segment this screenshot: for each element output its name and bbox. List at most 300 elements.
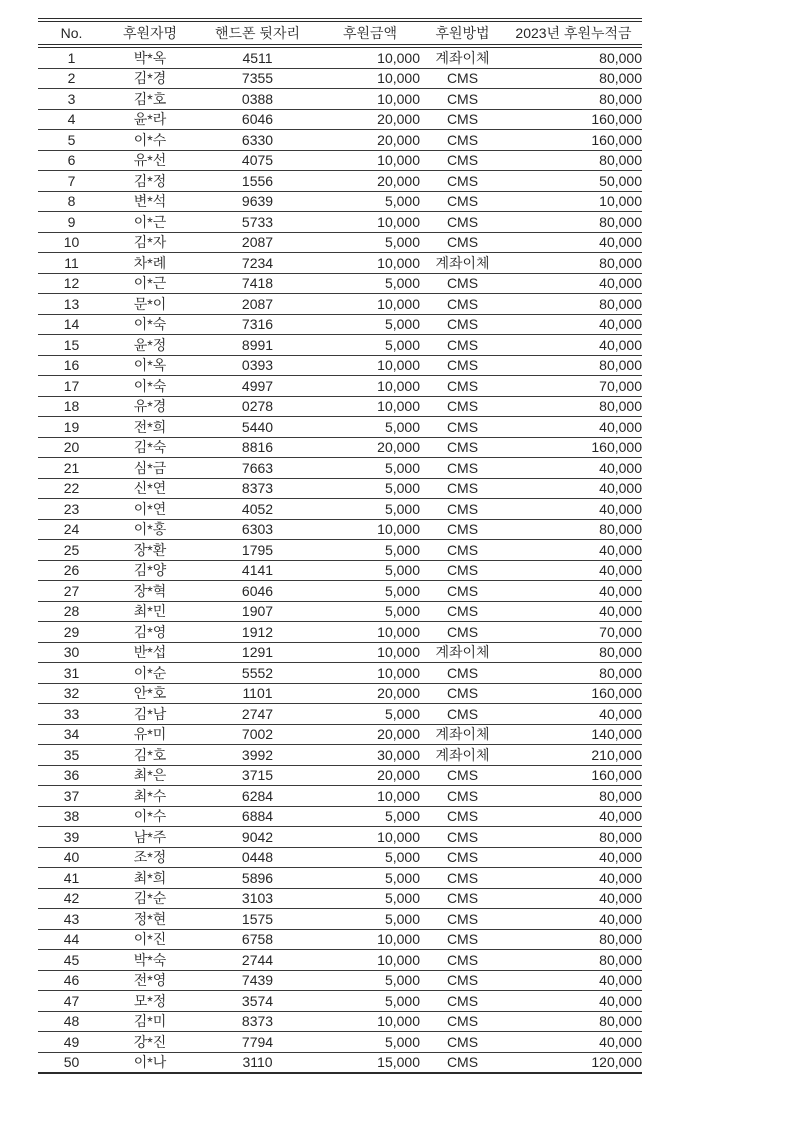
cell-amount: 10,000 — [320, 212, 420, 233]
table-row — [38, 786, 642, 807]
cell-amount: 10,000 — [320, 663, 420, 684]
cell-total: 160,000 — [505, 109, 642, 130]
cell-no: 24 — [38, 519, 105, 540]
table-row — [38, 929, 642, 950]
table-row — [38, 355, 642, 376]
table-row — [38, 417, 642, 438]
cell-name: 이*근 — [105, 212, 195, 233]
cell-phone: 2747 — [195, 704, 320, 725]
cell-phone: 5733 — [195, 212, 320, 233]
cell-total: 120,000 — [505, 1052, 642, 1073]
cell-name: 이*홍 — [105, 519, 195, 540]
cell-no: 38 — [38, 806, 105, 827]
cell-method: CMS — [420, 109, 505, 130]
cell-total: 160,000 — [505, 130, 642, 151]
cell-total: 80,000 — [505, 827, 642, 848]
cell-method: CMS — [420, 601, 505, 622]
cell-amount: 5,000 — [320, 478, 420, 499]
cell-total: 80,000 — [505, 929, 642, 950]
cell-phone: 3992 — [195, 745, 320, 766]
cell-phone: 7234 — [195, 253, 320, 274]
cell-amount: 10,000 — [320, 622, 420, 643]
table-row — [38, 765, 642, 786]
cell-name: 정*현 — [105, 909, 195, 930]
cell-name: 김*양 — [105, 560, 195, 581]
cell-method: CMS — [420, 1011, 505, 1032]
cell-amount: 10,000 — [320, 68, 420, 89]
cell-phone: 7794 — [195, 1032, 320, 1053]
cell-name: 반*섭 — [105, 642, 195, 663]
cell-method: 계좌이체 — [420, 724, 505, 745]
cell-name: 김*남 — [105, 704, 195, 725]
cell-name: 김*순 — [105, 888, 195, 909]
cell-amount: 5,000 — [320, 806, 420, 827]
cell-name: 김*자 — [105, 232, 195, 253]
cell-phone: 7002 — [195, 724, 320, 745]
cell-name: 최*수 — [105, 786, 195, 807]
cell-total: 160,000 — [505, 437, 642, 458]
cell-method: CMS — [420, 929, 505, 950]
cell-total: 210,000 — [505, 745, 642, 766]
cell-method: CMS — [420, 417, 505, 438]
table-row — [38, 560, 642, 581]
table-row — [38, 150, 642, 171]
cell-name: 문*이 — [105, 294, 195, 315]
cell-no: 17 — [38, 376, 105, 397]
cell-no: 46 — [38, 970, 105, 991]
table-row — [38, 642, 642, 663]
table-row — [38, 499, 642, 520]
cell-method: CMS — [420, 909, 505, 930]
cell-no: 5 — [38, 130, 105, 151]
cell-method: CMS — [420, 396, 505, 417]
cell-name: 유*미 — [105, 724, 195, 745]
table-row — [38, 171, 642, 192]
cell-method: CMS — [420, 519, 505, 540]
header-row — [38, 20, 642, 46]
cell-phone: 1291 — [195, 642, 320, 663]
cell-total: 40,000 — [505, 970, 642, 991]
cell-method: CMS — [420, 294, 505, 315]
table-row — [38, 683, 642, 704]
cell-method: CMS — [420, 89, 505, 110]
cell-total: 40,000 — [505, 847, 642, 868]
cell-name: 이*옥 — [105, 355, 195, 376]
cell-total: 40,000 — [505, 560, 642, 581]
cell-phone: 4997 — [195, 376, 320, 397]
cell-amount: 5,000 — [320, 499, 420, 520]
cell-no: 9 — [38, 212, 105, 233]
table-row — [38, 478, 642, 499]
cell-total: 40,000 — [505, 417, 642, 438]
cell-method: CMS — [420, 827, 505, 848]
cell-no: 33 — [38, 704, 105, 725]
cell-no: 20 — [38, 437, 105, 458]
cell-name: 김*호 — [105, 745, 195, 766]
table-row — [38, 335, 642, 356]
table-row — [38, 232, 642, 253]
cell-name: 이*진 — [105, 929, 195, 950]
cell-phone: 3103 — [195, 888, 320, 909]
cell-amount: 10,000 — [320, 46, 420, 68]
cell-phone: 7663 — [195, 458, 320, 479]
cell-method: CMS — [420, 212, 505, 233]
cell-amount: 5,000 — [320, 888, 420, 909]
cell-no: 48 — [38, 1011, 105, 1032]
cell-amount: 5,000 — [320, 1032, 420, 1053]
cell-total: 40,000 — [505, 704, 642, 725]
cell-phone: 6284 — [195, 786, 320, 807]
cell-total: 40,000 — [505, 232, 642, 253]
table-row — [38, 601, 642, 622]
cell-amount: 5,000 — [320, 314, 420, 335]
cell-method: CMS — [420, 355, 505, 376]
cell-total: 140,000 — [505, 724, 642, 745]
cell-phone: 1907 — [195, 601, 320, 622]
cell-name: 이*수 — [105, 806, 195, 827]
cell-method: CMS — [420, 663, 505, 684]
cell-name: 이*근 — [105, 273, 195, 294]
cell-phone: 5440 — [195, 417, 320, 438]
cell-name: 전*희 — [105, 417, 195, 438]
table-row — [38, 89, 642, 110]
table-row — [38, 622, 642, 643]
table-row — [38, 663, 642, 684]
cell-no: 30 — [38, 642, 105, 663]
cell-method: CMS — [420, 171, 505, 192]
cell-amount: 10,000 — [320, 519, 420, 540]
cell-total: 80,000 — [505, 950, 642, 971]
cell-phone: 5896 — [195, 868, 320, 889]
cell-amount: 5,000 — [320, 847, 420, 868]
cell-no: 11 — [38, 253, 105, 274]
cell-name: 박*숙 — [105, 950, 195, 971]
cell-total: 40,000 — [505, 909, 642, 930]
cell-no: 1 — [38, 46, 105, 68]
cell-no: 10 — [38, 232, 105, 253]
cell-no: 8 — [38, 191, 105, 212]
cell-phone: 8991 — [195, 335, 320, 356]
cell-name: 김*호 — [105, 89, 195, 110]
table-row — [38, 273, 642, 294]
cell-phone: 7355 — [195, 68, 320, 89]
cell-method: CMS — [420, 335, 505, 356]
cell-name: 강*진 — [105, 1032, 195, 1053]
cell-name: 이*숙 — [105, 314, 195, 335]
table-row — [38, 130, 642, 151]
cell-name: 이*순 — [105, 663, 195, 684]
cell-amount: 5,000 — [320, 868, 420, 889]
cell-no: 41 — [38, 868, 105, 889]
cell-no: 15 — [38, 335, 105, 356]
table-row — [38, 1011, 642, 1032]
cell-name: 이*연 — [105, 499, 195, 520]
cell-name: 전*영 — [105, 970, 195, 991]
cell-amount: 10,000 — [320, 294, 420, 315]
cell-no: 22 — [38, 478, 105, 499]
cell-name: 이*나 — [105, 1052, 195, 1073]
cell-total: 40,000 — [505, 991, 642, 1012]
cell-total: 160,000 — [505, 765, 642, 786]
cell-no: 29 — [38, 622, 105, 643]
cell-name: 김*영 — [105, 622, 195, 643]
table-row — [38, 806, 642, 827]
donor-table — [38, 18, 642, 1074]
cell-phone: 1795 — [195, 540, 320, 561]
cell-total: 80,000 — [505, 89, 642, 110]
table-row — [38, 868, 642, 889]
cell-phone: 1101 — [195, 683, 320, 704]
header-phone: 핸드폰 뒷자리 — [195, 20, 320, 46]
cell-no: 19 — [38, 417, 105, 438]
cell-no: 3 — [38, 89, 105, 110]
cell-no: 39 — [38, 827, 105, 848]
cell-no: 6 — [38, 150, 105, 171]
cell-total: 80,000 — [505, 519, 642, 540]
cell-phone: 7418 — [195, 273, 320, 294]
cell-no: 47 — [38, 991, 105, 1012]
cell-name: 윤*정 — [105, 335, 195, 356]
cell-amount: 20,000 — [320, 109, 420, 130]
cell-total: 80,000 — [505, 68, 642, 89]
table-row — [38, 396, 642, 417]
cell-phone: 6884 — [195, 806, 320, 827]
cell-total: 40,000 — [505, 601, 642, 622]
cell-method: CMS — [420, 888, 505, 909]
cell-amount: 5,000 — [320, 540, 420, 561]
cell-amount: 10,000 — [320, 827, 420, 848]
cell-total: 80,000 — [505, 355, 642, 376]
cell-method: CMS — [420, 1052, 505, 1073]
cell-no: 23 — [38, 499, 105, 520]
cell-total: 40,000 — [505, 868, 642, 889]
cell-no: 40 — [38, 847, 105, 868]
cell-total: 40,000 — [505, 458, 642, 479]
cell-name: 신*연 — [105, 478, 195, 499]
cell-name: 이*수 — [105, 130, 195, 151]
table-row — [38, 745, 642, 766]
cell-name: 심*금 — [105, 458, 195, 479]
cell-name: 김*경 — [105, 68, 195, 89]
cell-method: CMS — [420, 458, 505, 479]
cell-amount: 10,000 — [320, 89, 420, 110]
cell-total: 80,000 — [505, 253, 642, 274]
cell-method: CMS — [420, 765, 505, 786]
cell-name: 모*정 — [105, 991, 195, 1012]
cell-amount: 10,000 — [320, 355, 420, 376]
cell-name: 김*정 — [105, 171, 195, 192]
cell-phone: 0393 — [195, 355, 320, 376]
table-row — [38, 581, 642, 602]
cell-phone: 8816 — [195, 437, 320, 458]
cell-method: 계좌이체 — [420, 253, 505, 274]
table-row — [38, 991, 642, 1012]
cell-phone: 1575 — [195, 909, 320, 930]
cell-total: 40,000 — [505, 314, 642, 335]
header-no: No. — [38, 20, 105, 46]
cell-name: 최*희 — [105, 868, 195, 889]
cell-amount: 10,000 — [320, 929, 420, 950]
cell-method: CMS — [420, 622, 505, 643]
cell-no: 43 — [38, 909, 105, 930]
cell-amount: 20,000 — [320, 724, 420, 745]
cell-method: CMS — [420, 786, 505, 807]
cell-method: 계좌이체 — [420, 46, 505, 68]
cell-method: CMS — [420, 950, 505, 971]
cell-no: 35 — [38, 745, 105, 766]
cell-phone: 7439 — [195, 970, 320, 991]
cell-total: 80,000 — [505, 150, 642, 171]
cell-name: 김*미 — [105, 1011, 195, 1032]
cell-no: 25 — [38, 540, 105, 561]
cell-no: 14 — [38, 314, 105, 335]
cell-method: CMS — [420, 437, 505, 458]
cell-phone: 3715 — [195, 765, 320, 786]
cell-total: 80,000 — [505, 1011, 642, 1032]
cell-no: 34 — [38, 724, 105, 745]
cell-no: 45 — [38, 950, 105, 971]
cell-name: 장*환 — [105, 540, 195, 561]
cell-no: 18 — [38, 396, 105, 417]
cell-name: 박*옥 — [105, 46, 195, 68]
cell-method: 계좌이체 — [420, 745, 505, 766]
cell-phone: 6758 — [195, 929, 320, 950]
cell-method: CMS — [420, 991, 505, 1012]
cell-phone: 3110 — [195, 1052, 320, 1073]
cell-name: 유*경 — [105, 396, 195, 417]
cell-amount: 20,000 — [320, 130, 420, 151]
cell-method: CMS — [420, 847, 505, 868]
cell-phone: 2744 — [195, 950, 320, 971]
cell-amount: 20,000 — [320, 765, 420, 786]
cell-amount: 10,000 — [320, 950, 420, 971]
cell-total: 80,000 — [505, 642, 642, 663]
cell-no: 26 — [38, 560, 105, 581]
cell-method: CMS — [420, 68, 505, 89]
table-row — [38, 376, 642, 397]
header-amount: 후원금액 — [320, 20, 420, 46]
cell-no: 2 — [38, 68, 105, 89]
cell-total: 40,000 — [505, 806, 642, 827]
cell-amount: 15,000 — [320, 1052, 420, 1073]
table-row — [38, 909, 642, 930]
cell-total: 80,000 — [505, 786, 642, 807]
table-row — [38, 458, 642, 479]
cell-amount: 10,000 — [320, 786, 420, 807]
cell-phone: 1912 — [195, 622, 320, 643]
cell-no: 16 — [38, 355, 105, 376]
cell-phone: 8373 — [195, 478, 320, 499]
cell-method: CMS — [420, 130, 505, 151]
cell-method: CMS — [420, 868, 505, 889]
cell-amount: 5,000 — [320, 581, 420, 602]
cell-no: 44 — [38, 929, 105, 950]
table-row — [38, 191, 642, 212]
cell-no: 42 — [38, 888, 105, 909]
cell-name: 최*은 — [105, 765, 195, 786]
cell-amount: 10,000 — [320, 253, 420, 274]
cell-amount: 20,000 — [320, 437, 420, 458]
cell-amount: 10,000 — [320, 376, 420, 397]
cell-phone: 4052 — [195, 499, 320, 520]
cell-total: 80,000 — [505, 294, 642, 315]
table-row — [38, 46, 642, 68]
cell-amount: 30,000 — [320, 745, 420, 766]
cell-amount: 5,000 — [320, 909, 420, 930]
cell-amount: 5,000 — [320, 704, 420, 725]
table-row — [38, 827, 642, 848]
cell-total: 10,000 — [505, 191, 642, 212]
cell-amount: 5,000 — [320, 232, 420, 253]
table-row — [38, 847, 642, 868]
cell-name: 최*민 — [105, 601, 195, 622]
cell-method: CMS — [420, 150, 505, 171]
cell-amount: 5,000 — [320, 560, 420, 581]
cell-name: 윤*라 — [105, 109, 195, 130]
cell-amount: 10,000 — [320, 1011, 420, 1032]
table-row — [38, 704, 642, 725]
table-row — [38, 1052, 642, 1073]
cell-total: 40,000 — [505, 888, 642, 909]
cell-total: 40,000 — [505, 540, 642, 561]
table-row — [38, 294, 642, 315]
table-row — [38, 314, 642, 335]
cell-amount: 10,000 — [320, 150, 420, 171]
cell-phone: 2087 — [195, 294, 320, 315]
cell-phone: 0388 — [195, 89, 320, 110]
cell-method: CMS — [420, 683, 505, 704]
cell-amount: 5,000 — [320, 191, 420, 212]
cell-amount: 5,000 — [320, 601, 420, 622]
cell-amount: 20,000 — [320, 683, 420, 704]
cell-total: 40,000 — [505, 499, 642, 520]
cell-name: 남*주 — [105, 827, 195, 848]
cell-phone: 4511 — [195, 46, 320, 68]
cell-name: 김*숙 — [105, 437, 195, 458]
table-row — [38, 970, 642, 991]
cell-method: CMS — [420, 191, 505, 212]
cell-amount: 20,000 — [320, 171, 420, 192]
cell-amount: 5,000 — [320, 273, 420, 294]
cell-name: 이*숙 — [105, 376, 195, 397]
cell-phone: 0448 — [195, 847, 320, 868]
cell-total: 80,000 — [505, 396, 642, 417]
cell-amount: 5,000 — [320, 991, 420, 1012]
cell-amount: 5,000 — [320, 417, 420, 438]
cell-method: CMS — [420, 540, 505, 561]
cell-phone: 6303 — [195, 519, 320, 540]
cell-phone: 6046 — [195, 581, 320, 602]
cell-total: 40,000 — [505, 273, 642, 294]
cell-phone: 9639 — [195, 191, 320, 212]
cell-method: 계좌이체 — [420, 642, 505, 663]
cell-amount: 5,000 — [320, 970, 420, 991]
cell-total: 70,000 — [505, 376, 642, 397]
cell-total: 80,000 — [505, 663, 642, 684]
cell-no: 50 — [38, 1052, 105, 1073]
cell-no: 4 — [38, 109, 105, 130]
cell-phone: 7316 — [195, 314, 320, 335]
cell-total: 70,000 — [505, 622, 642, 643]
cell-no: 21 — [38, 458, 105, 479]
cell-method: CMS — [420, 704, 505, 725]
table-row — [38, 109, 642, 130]
table-row — [38, 888, 642, 909]
cell-phone: 6046 — [195, 109, 320, 130]
header-method: 후원방법 — [420, 20, 505, 46]
cell-no: 13 — [38, 294, 105, 315]
cell-method: CMS — [420, 581, 505, 602]
